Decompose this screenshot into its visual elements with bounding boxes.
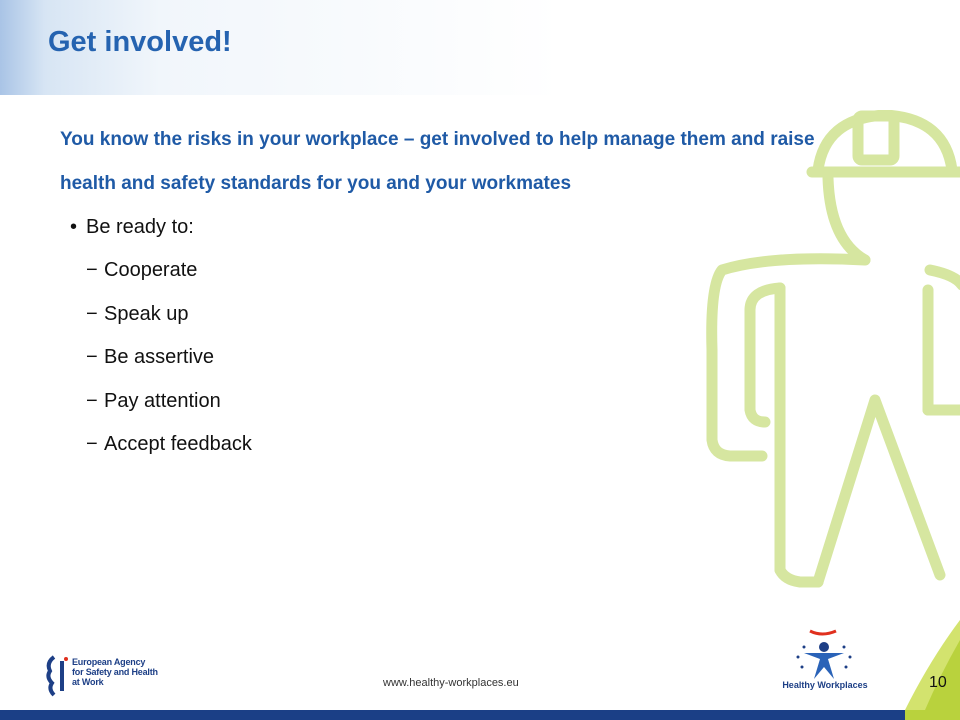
corner-accent xyxy=(900,620,960,710)
dash-symbol: − xyxy=(86,346,98,368)
sub-bullet-item xyxy=(60,423,850,467)
footer-accent xyxy=(905,710,960,720)
sub-bullet-item xyxy=(60,336,850,380)
sub-bullet-text: Accept feedback xyxy=(104,433,252,455)
page-number: 10 xyxy=(929,674,947,691)
healthy-workplaces-logo xyxy=(782,625,868,695)
sub-bullet-list xyxy=(60,249,850,467)
agency-line: European Agency xyxy=(72,657,146,667)
agency-name xyxy=(72,657,158,687)
sub-bullet-text: Be assertive xyxy=(104,346,215,368)
agency-line: at Work xyxy=(72,677,104,687)
campaign-name: Healthy Workplaces xyxy=(782,680,868,690)
eu-agency-logo-icon xyxy=(44,655,70,697)
footer-bar xyxy=(0,710,960,720)
intro-text: You know the risks in your workplace – get involved to help manage them and raise health and safety standards for you and your workmates xyxy=(60,129,815,194)
dash-symbol: − xyxy=(86,259,98,281)
sub-bullet-text: Speak up xyxy=(104,302,189,325)
dash-symbol: − xyxy=(86,389,98,412)
bullet-symbol: • xyxy=(70,216,78,238)
bullet-text: Be ready to: xyxy=(86,216,194,238)
agency-logo xyxy=(44,655,184,699)
slide-body xyxy=(60,118,850,467)
sub-bullet-item xyxy=(60,249,850,293)
website-url: www.healthy-workplaces.eu xyxy=(383,677,519,689)
sub-bullet-item xyxy=(60,293,850,337)
sub-bullet-text: Pay attention xyxy=(104,389,221,412)
dash-symbol: − xyxy=(86,433,98,455)
sub-bullet-text: Cooperate xyxy=(104,259,198,281)
bullet-item xyxy=(60,206,850,249)
healthy-workplaces-figure-icon xyxy=(782,625,868,681)
slide-title: Get involved! xyxy=(48,26,232,58)
dash-symbol: − xyxy=(86,302,98,325)
agency-line: for Safety and Health xyxy=(72,667,158,677)
sub-bullet-item xyxy=(60,380,850,424)
